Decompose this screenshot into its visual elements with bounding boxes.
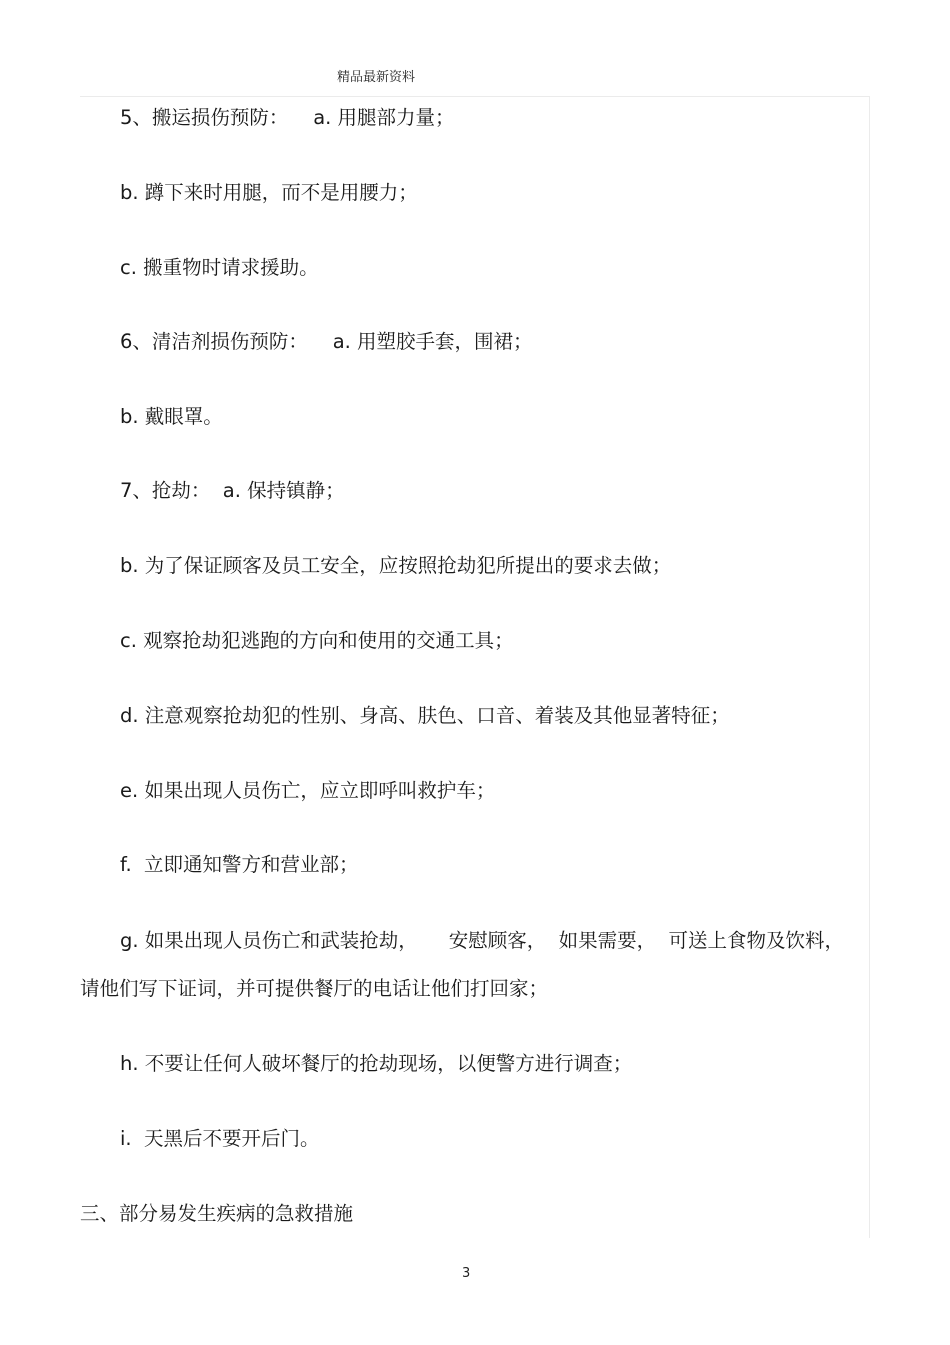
header-divider [80,96,870,97]
text-line-lifting-b: b. 蹲下来时用腿，而不是用腰力； [120,181,418,204]
text-line-robbery-h: h. 不要让任何人破坏餐厅的抢劫现场，以便警方进行调查； [120,1052,633,1075]
page-number: 3 [462,1266,471,1281]
text-line-robbery-g: g. 如果出现人员伤亡和武装抢劫， 安慰顾客， 如果需要， 可送上食物及饮料， [120,929,845,952]
text-line-lifting-injury: 5、搬运损伤预防： a. 用腿部力量； [120,106,455,129]
text-line-lifting-c: c. 搬重物时请求援助。 [120,256,319,279]
text-line-robbery-b: b. 为了保证顾客及员工安全，应按照抢劫犯所提出的要求去做； [120,554,672,577]
text-line-robbery-g-cont: 请他们写下证词，并可提供餐厅的电话让他们打回家； [80,977,549,1000]
text-line-robbery-f: f. 立即通知警方和营业部； [120,853,359,876]
text-line-robbery-d: d. 注意观察抢劫犯的性别、身高、肤色、口音、着装及其他显著特征； [120,704,730,727]
text-line-robbery-c: c. 观察抢劫犯逃跑的方向和使用的交通工具； [120,629,514,652]
text-line-cleaner-injury: 6、清洁剂损伤预防： a. 用塑胶手套，围裙； [120,330,533,353]
section-heading-first-aid: 三、部分易发生疾病的急救措施 [80,1202,354,1225]
text-line-robbery: 7、抢劫： a. 保持镇静； [120,479,345,502]
text-line-cleaner-b: b. 戴眼罩。 [120,405,223,428]
page-header-title: 精品最新资料 [337,70,416,85]
text-line-robbery-i: i. 天黑后不要开后门。 [120,1127,320,1150]
right-margin-line [869,96,870,1238]
text-line-robbery-e: e. 如果出现人员伤亡，应立即呼叫救护车； [120,779,496,802]
